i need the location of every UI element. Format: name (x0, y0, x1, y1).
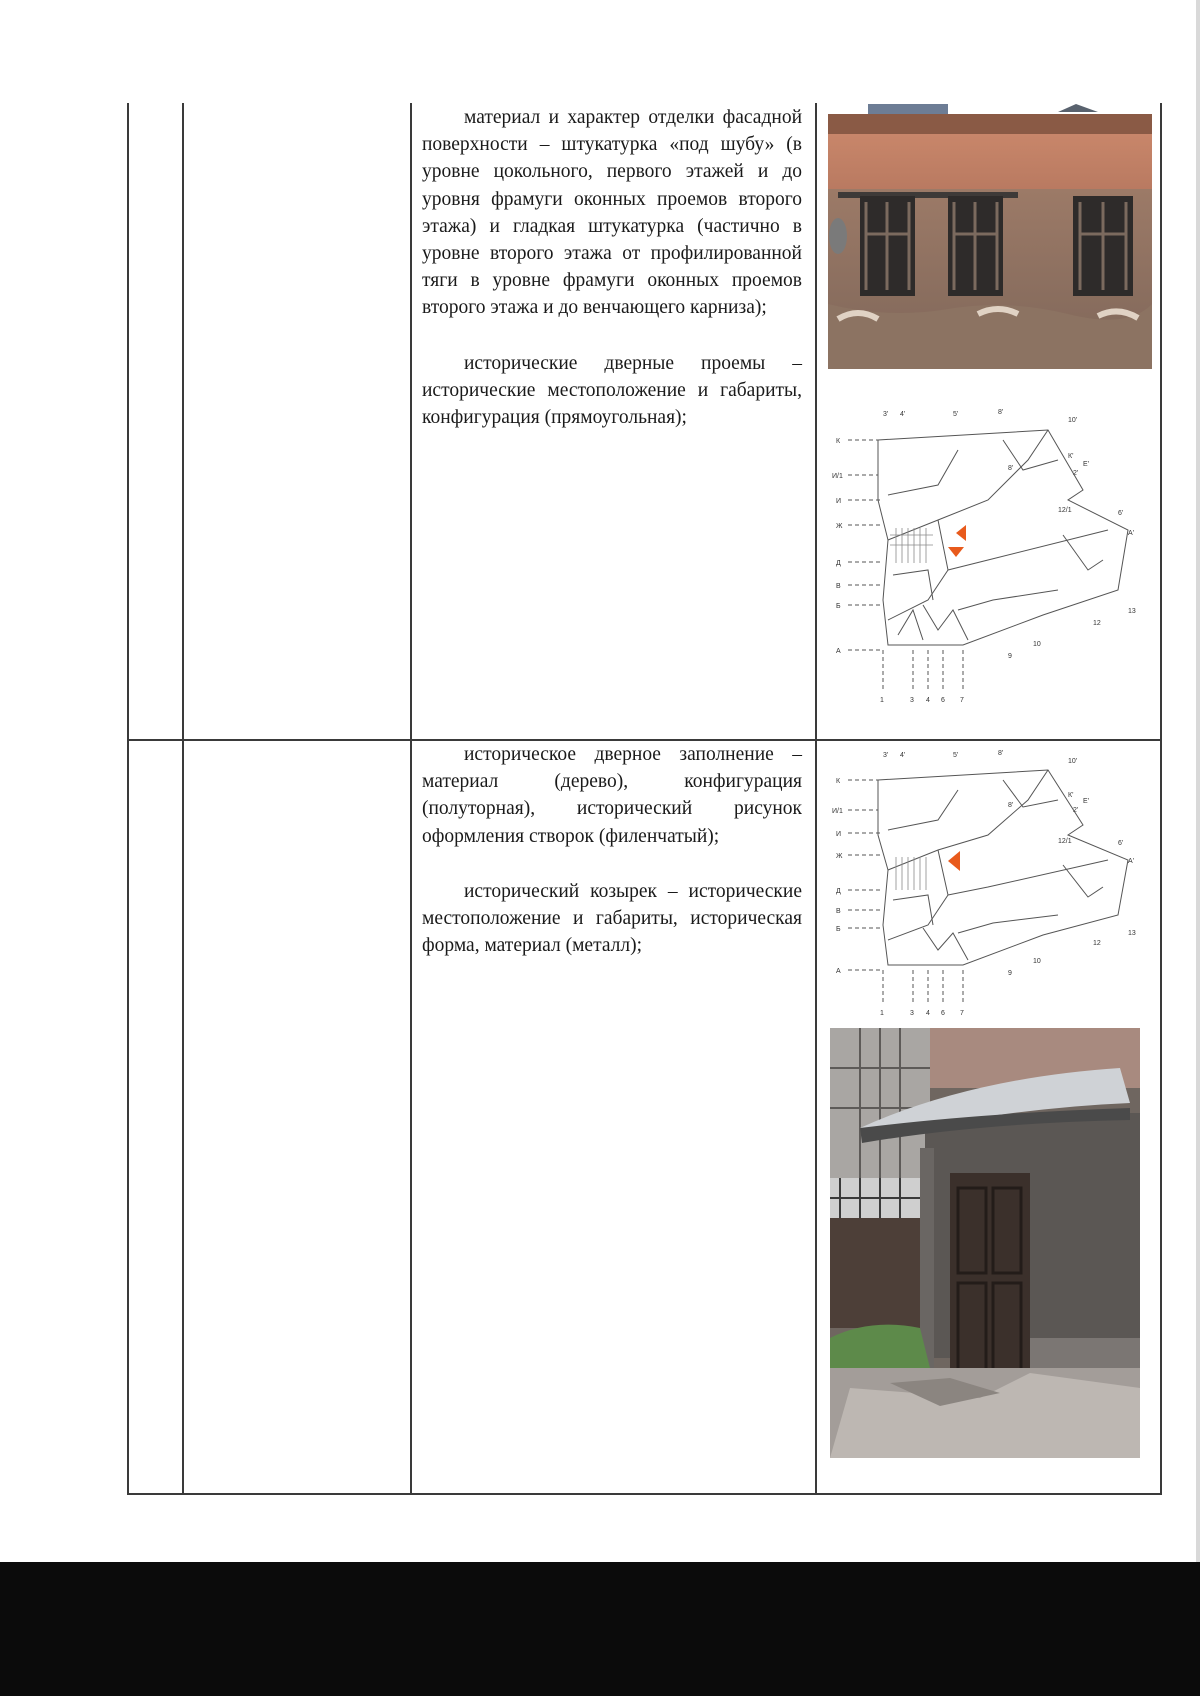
plan-axis-label: А' (1128, 858, 1135, 865)
column-divider-1 (182, 103, 184, 1495)
plan-axis-label: Ж (836, 523, 843, 530)
plan-axis-label: 3 (910, 1010, 914, 1017)
plan-axis-label: 13 (1128, 608, 1136, 615)
plan-axis-label: Б (836, 926, 841, 933)
canopy-paragraph: исторический козырек – исторические местоположение и габариты, историческая форма, материал (металл); (422, 880, 802, 957)
plan-axis-label: В (836, 908, 841, 915)
plan-axis-label: К' (1068, 453, 1074, 460)
plan-axis-label: 10' (1068, 758, 1078, 765)
plan-axis-label: 12/1 (1058, 838, 1072, 845)
plan-axis-label: К (836, 778, 841, 785)
plan-axis-label: 10 (1033, 958, 1041, 965)
plan-axis-label: 2' (1073, 807, 1079, 814)
plan-axis-label: 12 (1093, 940, 1101, 947)
plan-axis-label: 3' (883, 411, 889, 418)
plan-axis-label: В (836, 583, 841, 590)
plan-axis-label: 4 (926, 1010, 930, 1017)
plan-axis-label: К (836, 438, 841, 445)
plan-axis-label: 8' (1008, 802, 1014, 809)
plan-axis-label: 7 (960, 1010, 964, 1017)
plan-axis-label: 6 (941, 1010, 945, 1017)
plan-axis-label: 12/1 (1058, 507, 1072, 514)
plan-axis-label: И/1 (832, 808, 843, 815)
door-marker-arrow (948, 851, 960, 871)
row2-text-cell (422, 741, 802, 959)
plan-axis-label: К' (1068, 792, 1074, 799)
plan-axis-label: И/1 (832, 473, 843, 480)
row1-text-cell (422, 104, 802, 431)
plan-axis-label: 6' (1118, 510, 1124, 517)
plan-axis-label: 1 (880, 697, 884, 704)
plan-axis-label: Ж (836, 853, 843, 860)
door-marker-arrows (948, 525, 966, 557)
plan-axis-label: Д (836, 888, 841, 895)
plan-axis-label: 7 (960, 697, 964, 704)
plan-axis-label: Д (836, 560, 841, 567)
floor-plan-diagram-1 (828, 400, 1152, 710)
facade-finish-paragraph: материал и характер отделки фасадной поверхности – штукатурка «под шубу» (в уровне цокольного, первого этажей и до уровня фрамуги оконных проемов второго этажа) и гладкая штукатурка (частично в уровне второго этажа от профилированной тяги в уровне фрамуги оконных проемов второго этажа и до венчающего карниза); (422, 107, 802, 319)
plan-axis-label: 3' (883, 752, 889, 759)
door-openings-paragraph: исторические дверные проемы – исторические местоположение и габариты, конфигурация (прямоугольная); (422, 352, 802, 429)
plan-axis-label: А (836, 968, 841, 975)
plan-axis-label: 8' (998, 750, 1004, 757)
plan-axis-label: И (836, 498, 842, 505)
plan-axis-label: 10' (1068, 417, 1078, 424)
plan-axis-label: 10 (1033, 641, 1041, 648)
plan-axis-label: И (836, 831, 842, 838)
table-right-border (1160, 103, 1162, 1495)
facade-photo (828, 104, 1152, 369)
plan-axis-label: 4' (900, 752, 906, 759)
plan-axis-label: Е' (1083, 798, 1090, 805)
plan-axis-label: 12 (1093, 620, 1101, 627)
scan-black-margin (0, 1562, 1200, 1696)
column-divider-3 (815, 103, 817, 1495)
plan-axis-label: 9 (1008, 653, 1012, 660)
plan-axis-label: 6 (941, 697, 945, 704)
plan-axis-label: 1 (880, 1010, 884, 1017)
plan-axis-label: 5' (953, 752, 959, 759)
table-left-border (127, 103, 129, 1495)
plan-axis-label: Е' (1083, 461, 1090, 468)
plan-axis-label: 2' (1073, 470, 1079, 477)
plan-axis-label: 13 (1128, 930, 1136, 937)
floor-plan-diagram-2 (828, 745, 1152, 1020)
plan-axis-label: 5' (953, 411, 959, 418)
plan-axis-label: 4 (926, 697, 930, 704)
plan-axis-label: А' (1128, 530, 1135, 537)
plan-axis-label: 9 (1008, 970, 1012, 977)
plan-axis-label: Б (836, 603, 841, 610)
entrance-canopy-photo (830, 1028, 1140, 1458)
plan-axis-label: 3 (910, 697, 914, 704)
plan-axis-label: 4' (900, 411, 906, 418)
plan-axis-label: А (836, 648, 841, 655)
plan-axis-label: 8' (1008, 465, 1014, 472)
plan-axis-label: 6' (1118, 840, 1124, 847)
table-bottom-border (127, 1493, 1162, 1495)
door-filling-paragraph: историческое дверное заполнение – материал (дерево), конфигурация (полуторная), исторический рисунок оформления створок (филенчатый); (422, 744, 802, 847)
plan-axis-label: 8' (998, 409, 1004, 416)
column-divider-2 (410, 103, 412, 1495)
scan-edge (1196, 0, 1200, 1562)
